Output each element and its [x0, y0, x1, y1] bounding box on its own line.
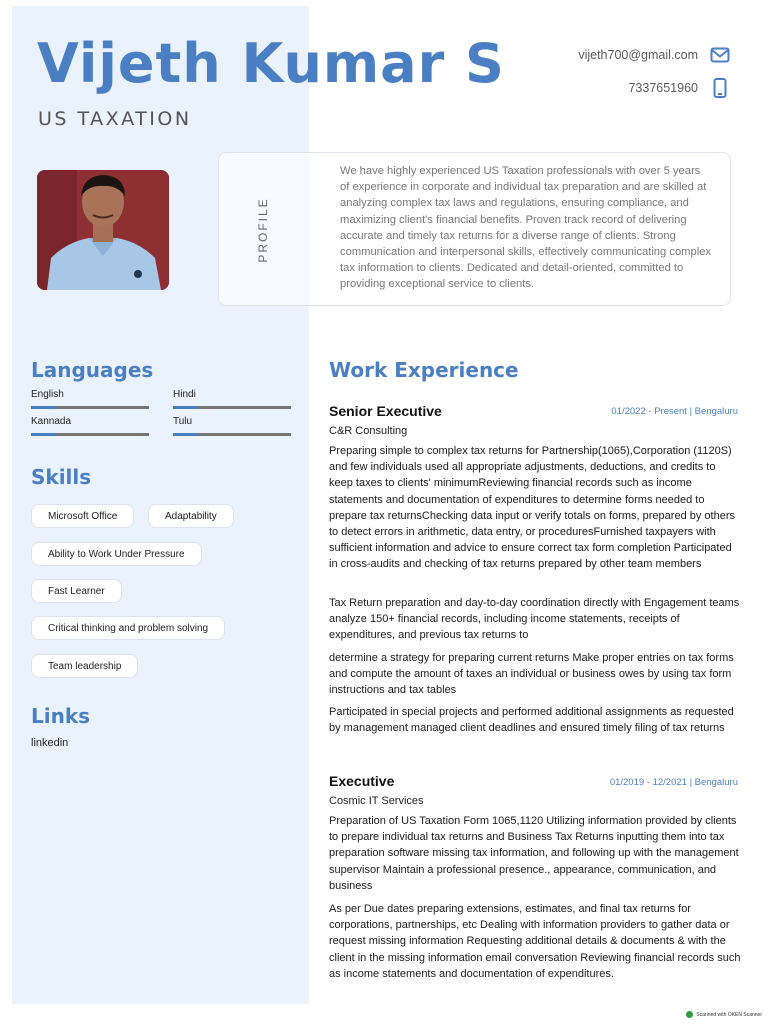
contact-phone[interactable]: [628, 78, 730, 98]
language-name: Tulu: [173, 416, 193, 427]
job-role-subtitle: US TAXATION: [38, 108, 192, 130]
linkedin-link[interactable]: linkedin: [31, 737, 69, 749]
job-description-paragraph: Preparing simple to complex tax returns for Partnership(1065),Corporation (1120S) and few individuals used all appropriate adjustments, deductions, and credits to keep taxes to clients' minimumReviewing financial records such as income statements and documentation of expenditures to determine forms needed to prepare tax returnsChecking data input or verify totals on forms, prepared by others to detect errors in arithmetic, data entry, or proceduresFurnished taxpayers with sufficient information and advice to ensure correct tax form completion Participated in cross-audits and checking of tax returns prepared by other team members: [329, 445, 735, 571]
profile-photo: [37, 170, 169, 290]
job-description-paragraph: As per Due dates preparing extensions, estimates, and final tax returns for corporations, partnerships, etc Dealing with information providers to gather data or request missing information Requesting additional details & documents & with the client in the missing information email conversation Reviewing financial records such as income statements and documentation of expenditures.: [329, 903, 741, 980]
skill-chip: Critical thinking and problem solving: [31, 616, 225, 640]
job-date-location: 01/2022 - Present | Bengaluru: [611, 406, 738, 417]
job-description-paragraph: Participated in special projects and performed additional assignments as requested by management managed client deadlines and ensured timely filing of tax returns: [329, 706, 734, 735]
skill-chip: Team leadership: [31, 654, 138, 678]
language-level-bar: [173, 433, 291, 436]
language-name: English: [31, 389, 64, 400]
language-level-bar: [31, 406, 149, 409]
language-level-fill: [173, 406, 197, 409]
language-item-hindi: [173, 389, 291, 409]
job-description-paragraph: determine a strategy for preparing current returns Make proper entries on tax forms and compute the amount of taxes an individual or business owes by using tax form instructions and tax tables: [329, 652, 734, 697]
skill-chip: Fast Learner: [31, 579, 122, 603]
phone-text[interactable]: 7337651960: [628, 81, 698, 95]
skill-chip: Microsoft Office: [31, 504, 134, 528]
job-description-paragraph: Tax Return preparation and day-to-day coordination directly with Engagement teams analyze 150+ financial records, including income statements, receipts of expenditures, and previous tax returns to: [329, 597, 740, 642]
work-experience-title: Work Experience: [329, 358, 519, 382]
skill-chip: Adaptability: [148, 504, 234, 528]
scanner-logo-icon: [686, 1011, 693, 1018]
language-level-bar: [31, 433, 149, 436]
contact-email[interactable]: [578, 45, 730, 65]
job-title: Executive: [329, 773, 395, 789]
language-item-tulu: [173, 416, 291, 436]
skills-title: Skills: [31, 465, 92, 489]
language-level-fill: [31, 406, 55, 409]
links-title: Links: [31, 704, 91, 728]
envelope-icon: [710, 45, 730, 65]
language-name: Kannada: [31, 416, 72, 427]
job-title: Senior Executive: [329, 403, 442, 419]
job-date-location: 01/2019 - 12/2021 | Bengaluru: [609, 777, 738, 788]
language-level-bar: [173, 406, 291, 409]
job-description-paragraph: Preparation of US Taxation Form 1065,1120 Utilizing information provided by clients to prepare individual tax returns and Business Tax Returns inputting them into tax preparation software missing tax information, and following up with the management supervisor Maintain a professional presence., appearance, communication, and business: [329, 815, 739, 892]
skill-chip: Ability to Work Under Pressure: [31, 542, 202, 566]
job-company: C&R Consulting: [329, 425, 408, 437]
job-company: Cosmic IT Services: [329, 795, 424, 807]
language-level-fill: [173, 433, 197, 436]
profile-summary: We have highly experienced US Taxation professionals with over 5 years of experience in corporate and individual tax preparation and are skilled at analyzing complex tax laws and regulations, ensuring compliance, and maximizing client's financial benefits. Proven track record of delivering accurate and timely tax returns for a diverse range of clients. Strong communication and interpersonal skills, effectively communicating complex tax information to clients. Dedicated and detail-oriented, committed to providing exceptional service to clients.: [340, 165, 712, 291]
language-item-kannada: [31, 416, 149, 436]
language-item-english: [31, 389, 149, 409]
email-text[interactable]: vijeth700@gmail.com: [578, 48, 698, 62]
language-level-fill: [31, 433, 55, 436]
language-name: Hindi: [173, 389, 196, 400]
profile-label: PROFILE: [256, 197, 270, 263]
mobile-phone-icon: [710, 78, 730, 98]
scanner-text: Scanned with OKEN Scanner: [696, 1011, 762, 1018]
languages-title: Languages: [31, 358, 154, 382]
scanner-watermark: [686, 1011, 762, 1018]
candidate-name: Vijeth Kumar S: [37, 32, 505, 95]
